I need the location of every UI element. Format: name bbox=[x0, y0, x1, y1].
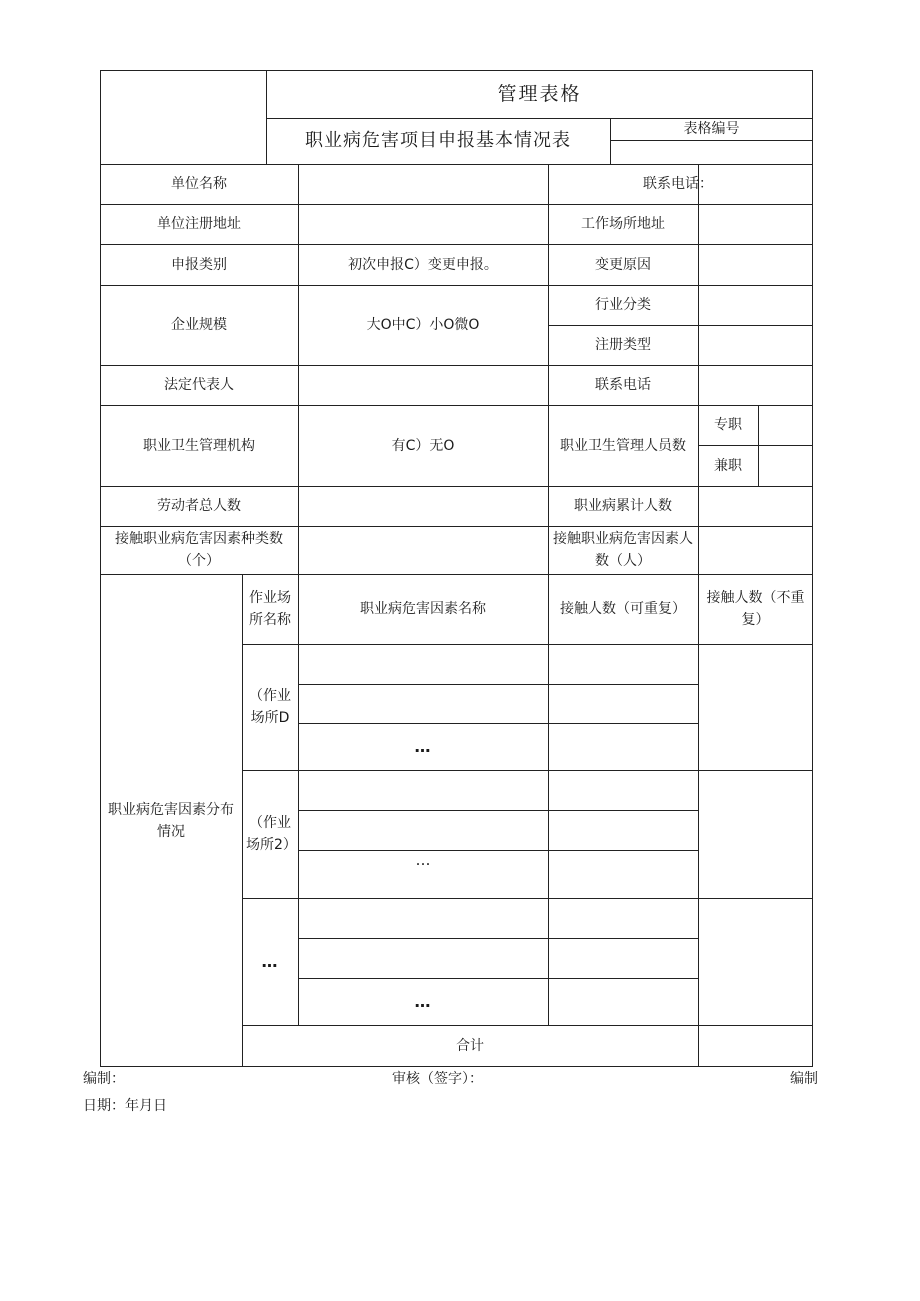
reg-address-field[interactable] bbox=[298, 204, 548, 244]
health-staff-label: 职业卫生管理人员数 bbox=[560, 437, 686, 454]
hazard-exposed-label: 接触职业病危害因素人数（人） bbox=[553, 531, 693, 569]
exposed-cell[interactable] bbox=[548, 810, 698, 850]
cumulative-cases-label: 职业病累计人数 bbox=[574, 498, 672, 514]
date-label: 日期：年月日 bbox=[83, 1098, 167, 1114]
factor-cell[interactable] bbox=[298, 770, 548, 810]
hazard-kinds-label: 接触职业病危害因素种类数（个） bbox=[115, 531, 283, 569]
factor-ellipsis: … bbox=[415, 851, 431, 869]
workplace-2-label: （作业场所2） bbox=[246, 815, 297, 853]
contact-phone-2-field[interactable] bbox=[698, 365, 813, 405]
exposed-cell[interactable] bbox=[548, 644, 698, 684]
reviewed-by-label: 审核（签字）： bbox=[392, 1071, 483, 1087]
part-time-label: 兼职 bbox=[714, 457, 742, 474]
enterprise-scale-label: 企业规模 bbox=[171, 317, 227, 333]
enterprise-scale-options[interactable]: 大O中C）小O微O bbox=[366, 317, 480, 333]
contact-phone-label: 联系电话： bbox=[643, 176, 713, 192]
industry-field[interactable] bbox=[698, 285, 813, 325]
factor-ellipsis: … bbox=[414, 991, 432, 1011]
col-workplace-header: 作业场所名称 bbox=[249, 590, 291, 628]
reg-type-field[interactable] bbox=[698, 325, 813, 365]
full-time-field[interactable] bbox=[758, 405, 813, 445]
exposed-cell[interactable] bbox=[548, 770, 698, 810]
unit-name-field[interactable] bbox=[298, 164, 548, 204]
workplace-more-ellipsis: … bbox=[261, 951, 279, 971]
report-type-label: 申报类别 bbox=[171, 256, 227, 273]
change-reason-field[interactable] bbox=[698, 244, 813, 285]
unit-name-label: 单位名称 bbox=[171, 176, 227, 192]
reg-address-label: 单位注册地址 bbox=[157, 216, 241, 232]
exposed-cell[interactable] bbox=[548, 684, 698, 723]
hazard-kinds-field[interactable] bbox=[298, 526, 548, 574]
factor-cell[interactable] bbox=[298, 644, 548, 684]
form-number-label: 表格编号 bbox=[683, 121, 740, 137]
hazard-exposed-field[interactable] bbox=[698, 526, 813, 574]
col-exposed-norepeat-header: 接触人数（不重复） bbox=[706, 590, 805, 628]
total-workers-field[interactable] bbox=[298, 486, 548, 526]
exposed-cell[interactable] bbox=[548, 978, 698, 1025]
exposed-cell[interactable] bbox=[548, 723, 698, 770]
exposed-cell[interactable] bbox=[548, 938, 698, 978]
form-title: 职业病危害项目申报基本情况表 bbox=[305, 130, 571, 151]
exposed-norepeat-cell[interactable] bbox=[698, 770, 813, 898]
factor-cell[interactable] bbox=[298, 938, 548, 978]
exposed-cell[interactable] bbox=[548, 850, 698, 898]
prepared-by-label: 编制： bbox=[83, 1071, 125, 1087]
part-time-field[interactable] bbox=[758, 445, 813, 486]
workplace-1-label: （作业场所D bbox=[249, 688, 291, 726]
col-exposed-repeat-header: 接触人数（可重复） bbox=[560, 601, 686, 617]
full-time-label: 专职 bbox=[714, 417, 742, 433]
form-number-field[interactable] bbox=[610, 140, 813, 164]
health-org-options[interactable]: 有C）无O bbox=[391, 437, 455, 454]
contact-phone-2-label: 联系电话 bbox=[595, 377, 651, 393]
legal-rep-field[interactable] bbox=[298, 365, 548, 405]
exposed-norepeat-cell[interactable] bbox=[698, 898, 813, 1025]
industry-label: 行业分类 bbox=[595, 297, 651, 313]
factor-cell[interactable] bbox=[298, 684, 548, 723]
total-label: 合计 bbox=[456, 1038, 484, 1054]
work-address-field[interactable] bbox=[698, 204, 813, 244]
col-factor-header: 职业病危害因素名称 bbox=[360, 601, 486, 617]
total-field[interactable] bbox=[698, 1025, 813, 1067]
exposed-cell[interactable] bbox=[548, 898, 698, 938]
distribution-section-label: 职业病危害因素分布情况 bbox=[108, 801, 234, 840]
exposed-norepeat-cell[interactable] bbox=[698, 644, 813, 770]
prepared-right-label: 编制 bbox=[790, 1071, 818, 1087]
health-org-label: 职业卫生管理机构 bbox=[143, 437, 255, 454]
work-address-label: 工作场所地址 bbox=[581, 216, 665, 232]
form-type-title: 管理表格 bbox=[497, 83, 582, 105]
legal-rep-label: 法定代表人 bbox=[164, 377, 234, 393]
factor-cell[interactable] bbox=[298, 898, 548, 938]
cumulative-cases-field[interactable] bbox=[698, 486, 813, 526]
total-workers-label: 劳动者总人数 bbox=[157, 498, 241, 514]
reg-type-label: 注册类型 bbox=[595, 337, 651, 353]
report-type-options[interactable]: 初次申报C）变更申报。 bbox=[348, 256, 498, 273]
factor-ellipsis: … bbox=[414, 736, 432, 756]
change-reason-label: 变更原因 bbox=[595, 256, 651, 273]
